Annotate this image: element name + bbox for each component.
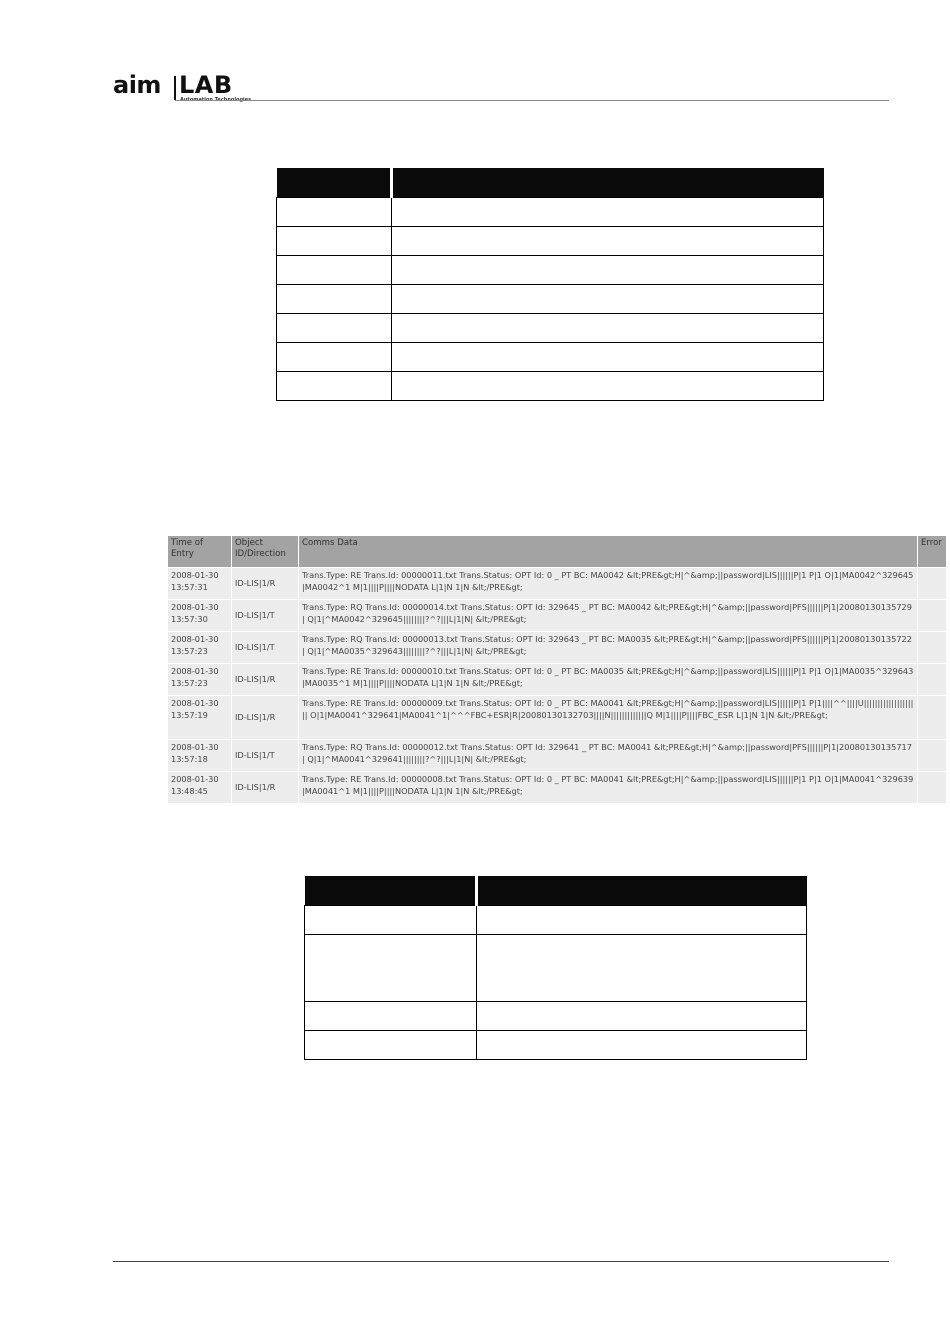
time-cell: 2008-01-30 13:57:19 bbox=[168, 696, 232, 740]
table-row bbox=[168, 664, 947, 696]
table-cell bbox=[391, 227, 824, 256]
table-cell bbox=[391, 198, 824, 227]
comms-data-cell: Trans.Type: RE Trans.Id: 00000008.txt Trans.Status: OPT Id: 0 _ PT BC: MA0041 &lt;PRE&gt;H|^&amp;||password|LIS||||||P|1 P|1 O|1|MA0041^329639|MA0041^1 M|1||||P||||NODATA L|1|N 1|N &lt;/PRE&gt; bbox=[299, 772, 918, 804]
comms-data-cell: Trans.Type: RE Trans.Id: 00000011.txt Trans.Status: OPT Id: 0 _ PT BC: MA0042 &lt;PRE&gt;H|^&amp;||password|LIS||||||P|1 P|1 O|1|MA0042^329645|MA0042^1 M|1||||P||||NODATA L|1|N 1|N &lt;/PRE&gt; bbox=[299, 568, 918, 600]
header-error[interactable]: Error bbox=[918, 536, 947, 568]
table-header-row bbox=[277, 168, 824, 198]
time-cell: 2008-01-30 13:48:45 bbox=[168, 772, 232, 804]
table-cell bbox=[476, 906, 807, 935]
object-cell: ID-LIS|1/T bbox=[232, 740, 299, 772]
header-cell bbox=[391, 168, 824, 198]
table-cell bbox=[277, 314, 392, 343]
comms-data-cell: Trans.Type: RE Trans.Id: 00000009.txt Trans.Status: OPT Id: 0 _ PT BC: MA0041 &lt;PRE&gt;H|^&amp;||password|LIS||||||P|1 P|1||||^^||||U|||||||||||||||||||| O|1|MA0041^329641|MA0041^1|^^^FBC+ESR|R|20080130132703||||N|||||||||||||Q M|1||||P||||FBC_ESR L|1|N 1|N &lt;/PRE&gt; bbox=[299, 696, 918, 740]
error-cell bbox=[918, 632, 947, 664]
table-cell bbox=[277, 256, 392, 285]
comms-data-cell: Trans.Type: RQ Trans.Id: 00000013.txt Trans.Status: OPT Id: 329643 _ PT BC: MA0035 &lt;PRE&gt;H|^&amp;||password|PFS||||||P|1|20080130135722| Q|1|^MA0035^329643||||||||?^?|||L|1|N| &lt;/PRE&gt; bbox=[299, 632, 918, 664]
table-cell bbox=[277, 372, 392, 401]
table-cell bbox=[391, 343, 824, 372]
table-cell bbox=[305, 1031, 477, 1060]
header-cell bbox=[277, 168, 392, 198]
error-cell bbox=[918, 600, 947, 632]
comms-data-cell: Trans.Type: RQ Trans.Id: 00000012.txt Trans.Status: OPT Id: 329641 _ PT BC: MA0041 &lt;PRE&gt;H|^&amp;||password|PFS||||||P|1|20080130135717| Q|1|^MA0041^329641||||||||?^?|||L|1|N| &lt;/PRE&gt; bbox=[299, 740, 918, 772]
table-cell bbox=[391, 314, 824, 343]
time-cell: 2008-01-30 13:57:31 bbox=[168, 568, 232, 600]
error-cell bbox=[918, 772, 947, 804]
table-row bbox=[168, 600, 947, 632]
table-cell bbox=[305, 906, 477, 935]
object-cell: ID-LIS|1/R bbox=[232, 664, 299, 696]
table-row bbox=[277, 372, 824, 401]
object-cell: ID-LIS|1/T bbox=[232, 632, 299, 664]
header-cell bbox=[476, 876, 807, 906]
comms-data-cell: Trans.Type: RE Trans.Id: 00000010.txt Trans.Status: OPT Id: 0 _ PT BC: MA0035 &lt;PRE&gt;H|^&amp;||password|LIS||||||P|1 P|1 O|1|MA0035^329643|MA0035^1 M|1||||P||||NODATA L|1|N 1|N &lt;/PRE&gt; bbox=[299, 664, 918, 696]
table-cell bbox=[391, 285, 824, 314]
table-cell bbox=[277, 285, 392, 314]
error-cell bbox=[918, 568, 947, 600]
log-header-row bbox=[168, 536, 947, 568]
table-row bbox=[168, 772, 947, 804]
empty-table-bottom bbox=[304, 876, 807, 1060]
table-row bbox=[168, 632, 947, 664]
table-row bbox=[168, 740, 947, 772]
table-row bbox=[277, 314, 824, 343]
table-cell bbox=[305, 1002, 477, 1031]
header-cell bbox=[305, 876, 477, 906]
table-cell bbox=[305, 935, 477, 1002]
logo-divider bbox=[174, 76, 176, 100]
table-cell bbox=[476, 1031, 807, 1060]
table-cell bbox=[391, 372, 824, 401]
table-row bbox=[168, 696, 947, 740]
table-row bbox=[305, 1002, 807, 1031]
table-cell bbox=[277, 198, 392, 227]
table-row bbox=[305, 935, 807, 1002]
time-cell: 2008-01-30 13:57:30 bbox=[168, 600, 232, 632]
table-row bbox=[277, 285, 824, 314]
table-row bbox=[277, 343, 824, 372]
table-cell bbox=[476, 1002, 807, 1031]
table-row bbox=[305, 906, 807, 935]
empty-table-top bbox=[276, 168, 824, 401]
table-row bbox=[277, 256, 824, 285]
table-row bbox=[277, 198, 824, 227]
object-cell: ID-LIS|1/R bbox=[232, 568, 299, 600]
footer-divider bbox=[113, 1261, 889, 1262]
time-cell: 2008-01-30 13:57:23 bbox=[168, 632, 232, 664]
table-cell bbox=[277, 227, 392, 256]
error-cell bbox=[918, 740, 947, 772]
table-row bbox=[168, 568, 947, 600]
table-header-row bbox=[305, 876, 807, 906]
header-comms-data[interactable]: Comms Data bbox=[299, 536, 918, 568]
object-cell: ID-LIS|1/R bbox=[232, 772, 299, 804]
object-cell: ID-LIS|1/R bbox=[232, 696, 299, 740]
logo-aim-text: aim bbox=[113, 71, 161, 99]
comms-log-table bbox=[167, 535, 947, 804]
logo-lab-text: LAB bbox=[179, 71, 233, 99]
error-cell bbox=[918, 664, 947, 696]
error-cell bbox=[918, 696, 947, 740]
table-cell bbox=[476, 935, 807, 1002]
table-row bbox=[305, 1031, 807, 1060]
time-cell: 2008-01-30 13:57:18 bbox=[168, 740, 232, 772]
header-object-id-direction[interactable]: Object ID/Direction bbox=[232, 536, 299, 568]
header-divider bbox=[175, 100, 889, 101]
comms-data-cell: Trans.Type: RQ Trans.Id: 00000014.txt Trans.Status: OPT Id: 329645 _ PT BC: MA0042 &lt;PRE&gt;H|^&amp;||password|PFS||||||P|1|20080130135729| Q|1|^MA0042^329645||||||||?^?|||L|1|N| &lt;/PRE&gt; bbox=[299, 600, 918, 632]
table-cell bbox=[391, 256, 824, 285]
object-cell: ID-LIS|1/T bbox=[232, 600, 299, 632]
header-time-of-entry[interactable]: Time of Entry bbox=[168, 536, 232, 568]
time-cell: 2008-01-30 13:57:23 bbox=[168, 664, 232, 696]
table-row bbox=[277, 227, 824, 256]
table-cell bbox=[277, 343, 392, 372]
